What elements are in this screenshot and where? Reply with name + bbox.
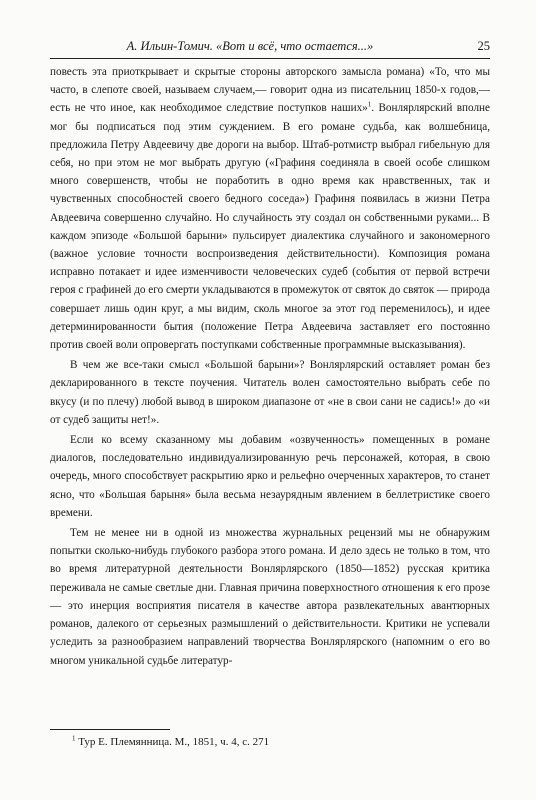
paragraph-1-continuation: . Вонлярлярский вполне мог бы подписаться под этим суждением. В его романе судьба, как волшебница, предложила Петру Авдеевичу две дороги на выбор. Штаб-ротмистр выбрал гибельную для себя, но при этом не мог выбрать другую («Графиня соединяла в своей особе слишком много совершенств, чтобы не поработить в одно время как нравственных, так и чувственных способностей своего бедного соседа») Графиня появилась в жизни Петра Авдеевича совершенно случайно. Но случайность эту создал он собственными руками... В каждом эпизоде «Большой барыни» пульсирует диалектика случайного и закономерного (важное условие точности воспроизведения действительности). Композиция романа исправно потакает и идее изменчивости человеческих судеб (события от первой встречи героя с графиней до его смерти укладываются в промежуток от святок до святок — природа совершает лишь один круг, а мы видим, сколь многое за этот год переменилось), и идее детерминированности бытия (положение Петра Авдеевича заставляет его постоянно против своей воли опровергать поступками собственные программные высказывания).: [50, 102, 491, 352]
paragraph-1-text: повесть эта приоткрывает и скрытые стороны авторского замысла романа) «То, что мы часто, в слепоте своей, называем случаем,— говорит одна из писательниц 1850-х годов,— есть не что иное, как необходимое следствие поступков наших»: [50, 66, 490, 115]
footnote-rule: [50, 729, 170, 730]
footnote: [72, 734, 492, 750]
footnote-text: Тур Е. Племянница. М., 1851, ч. 4, с. 271: [78, 736, 270, 748]
paragraph-2: В чем же все-таки смысл «Большой барыни»? Вонлярлярский оставляет роман без декларированного в тексте поучения. Читатель волен самостоятельно выбрать себе по вкусу (и по плечу) любой вывод в широком диапазоне от «не в свои сани не садись!» до «и от судеб защиты нет!».: [50, 359, 490, 426]
body-text: [50, 63, 490, 670]
header-rule: [50, 58, 490, 59]
footnote-mark: 1: [72, 734, 76, 743]
running-head: А. Ильин-Томич. «Вот и всё, что остается...»: [126, 39, 374, 53]
page-number: 25: [477, 39, 490, 53]
paragraph-3: Если ко всему сказанному мы добавим «озвученность» помещенных в романе диалогов, последовательно индивидуализированную речь персонажей, которая, в свою очередь, много способствует раскрытию ярко и рельефно очерченных характеров, то станет ясно, что «Большая барыня» была весьма незаурядным явлением в беллетристике своего времени.: [50, 434, 490, 519]
paragraph-1: [50, 63, 490, 354]
paragraph-4: Тем не менее ни в одной из множества журнальных рецензий мы не обнаружим попытки сколько-нибудь глубокого разбора этого романа. И дело здесь не только в том, что во время литературной деятельности Вонлярлярского (1850—1852) русская критика переживала не самые светлые дни. Главная причина поверхностного отношения к его прозе — это инерция восприятия писателя в качестве автора развлекательных авантюрных романов, далекого от серьезных размышлений о действительности. Критики не успевали уследить за разнообразием направлений творчества Вонлярлярского (напомним о его во многом уникальной судьбе литератур-: [50, 527, 490, 667]
page-header: [50, 36, 490, 56]
footnote-reference: 1: [367, 100, 372, 109]
